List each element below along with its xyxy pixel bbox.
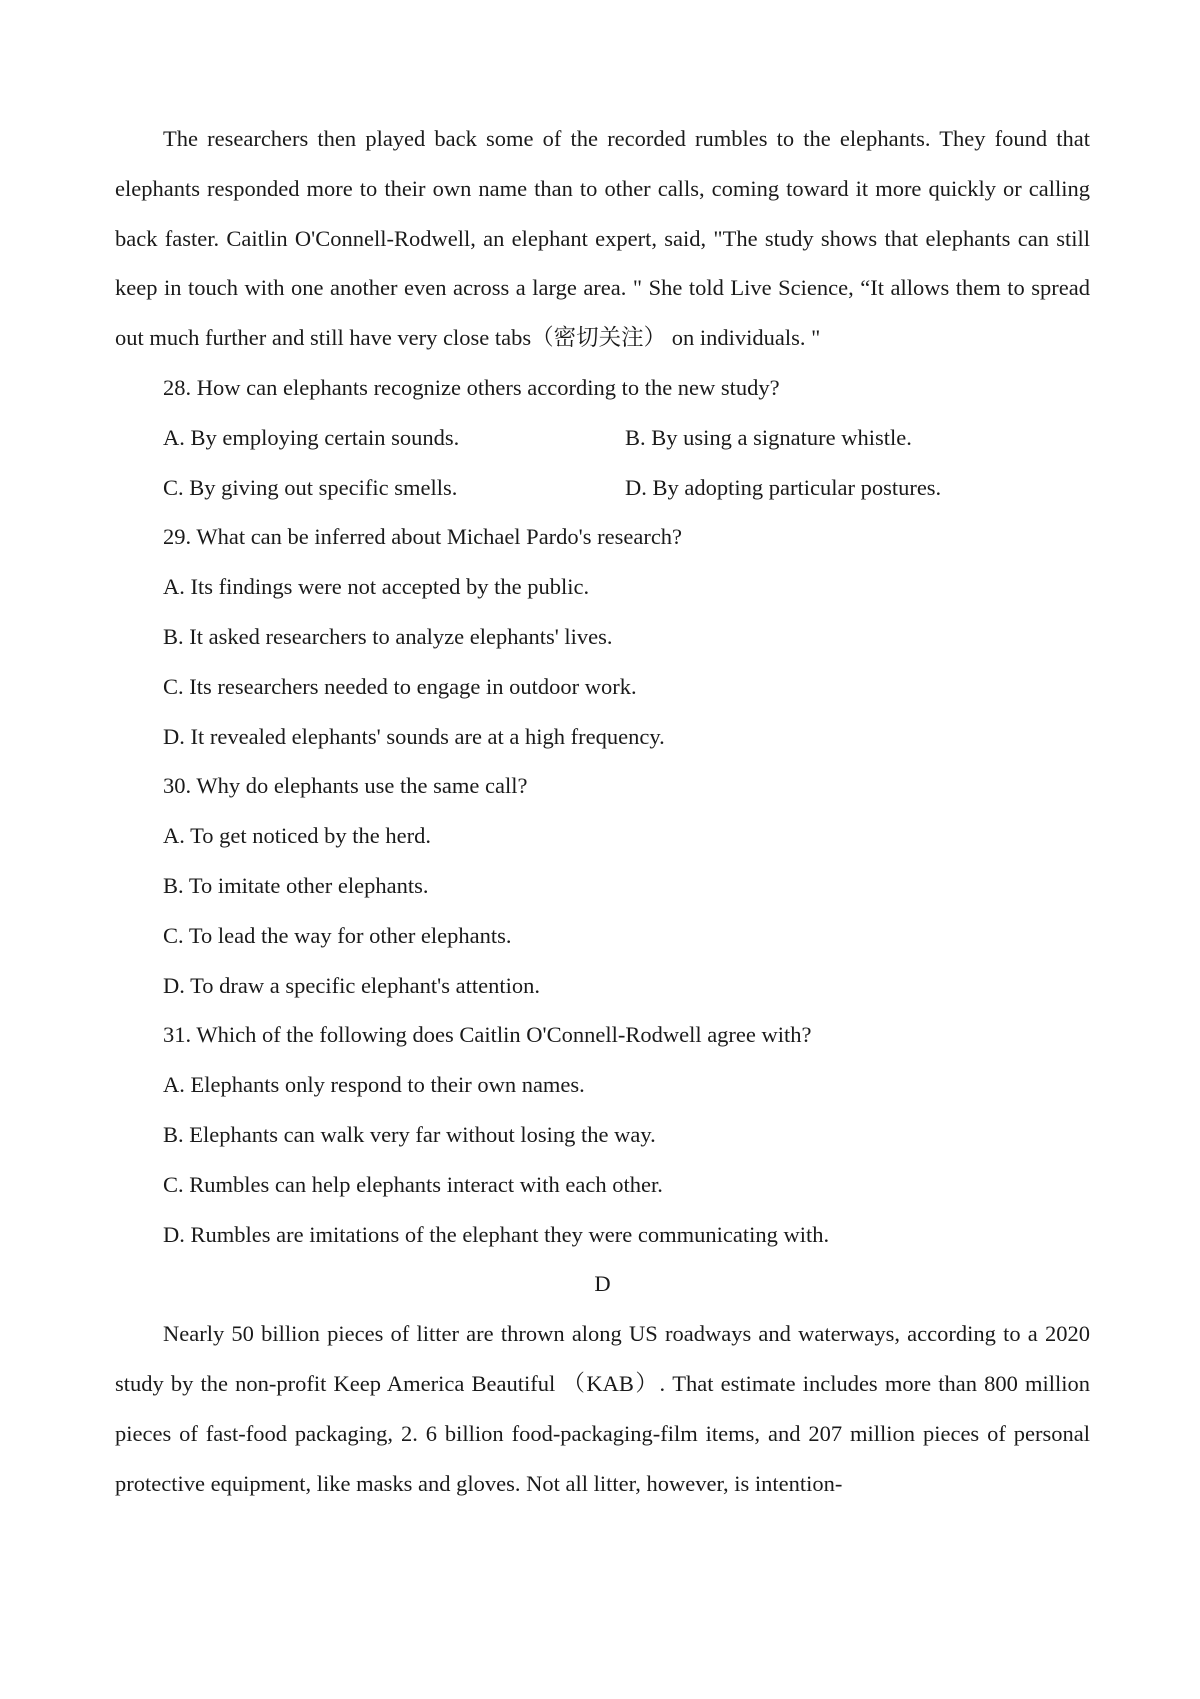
option-d: D. By adopting particular postures.	[625, 474, 942, 500]
option-a: A. Its findings were not accepted by the public.	[163, 574, 590, 600]
option-row	[115, 463, 1090, 513]
question-29	[115, 512, 1090, 761]
question-31	[115, 1010, 1090, 1259]
option-b: B. By using a signature whistle.	[625, 424, 912, 450]
question-stem: 29. What can be inferred about Michael Pardo's research?	[163, 524, 683, 550]
option-c: C. To lead the way for other elephants.	[163, 922, 512, 948]
option-a: A. Elephants only respond to their own names.	[163, 1072, 585, 1098]
option-a: A. By employing certain sounds.	[163, 424, 460, 450]
option-d: D. Rumbles are imitations of the elephant they were communicating with.	[163, 1221, 830, 1247]
document-page	[115, 114, 1090, 1508]
option-d: D. It revealed elephants' sounds are at a high frequency.	[163, 723, 665, 749]
question-stem: 31. Which of the following does Caitlin O'Connell-Rodwell agree with?	[163, 1022, 812, 1048]
option-d: D. To draw a specific elephant's attention.	[163, 972, 540, 998]
option-c: C. Rumbles can help elephants interact with each other.	[163, 1171, 663, 1197]
question-stem: 30. Why do elephants use the same call?	[163, 773, 528, 799]
option-b: B. It asked researchers to analyze elephants' lives.	[163, 623, 613, 649]
section-d-heading: D	[594, 1271, 611, 1297]
question-30	[115, 761, 1090, 1010]
question-28	[115, 363, 1090, 512]
passage-d-paragraph: Nearly 50 billion pieces of litter are thrown along US roadways and waterways, according to a 2020 study by the non-profit Keep America Beautiful （KAB）. That estimate includes more than 800 million pieces of fast-food packaging, 2. 6 billion food-packaging-film items, and 207 million pieces of personal protective equipment, like masks and gloves. Not all litter, however, is intention-	[115, 1321, 1090, 1496]
question-stem: 28. How can elephants recognize others according to the new study?	[163, 374, 780, 400]
option-row	[115, 413, 1090, 463]
option-c: C. By giving out specific smells.	[163, 474, 458, 500]
option-c: C. Its researchers needed to engage in outdoor work.	[163, 673, 637, 699]
option-a: A. To get noticed by the herd.	[163, 823, 431, 849]
passage-c-paragraph: The researchers then played back some of the recorded rumbles to the elephants. They found that elephants responded more to their own name than to other calls, coming toward it more quickly or calling back faster. Caitlin O'Connell-Rodwell, an elephant expert, said, "The study shows that elephants can still keep in touch with one another even across a large area. " She told Live Science, “It allows them to spread out much further and still have very close tabs（密切关注） on individuals. "	[115, 126, 1090, 351]
option-b: B. To imitate other elephants.	[163, 872, 429, 898]
option-b: B. Elephants can walk very far without losing the way.	[163, 1121, 656, 1147]
